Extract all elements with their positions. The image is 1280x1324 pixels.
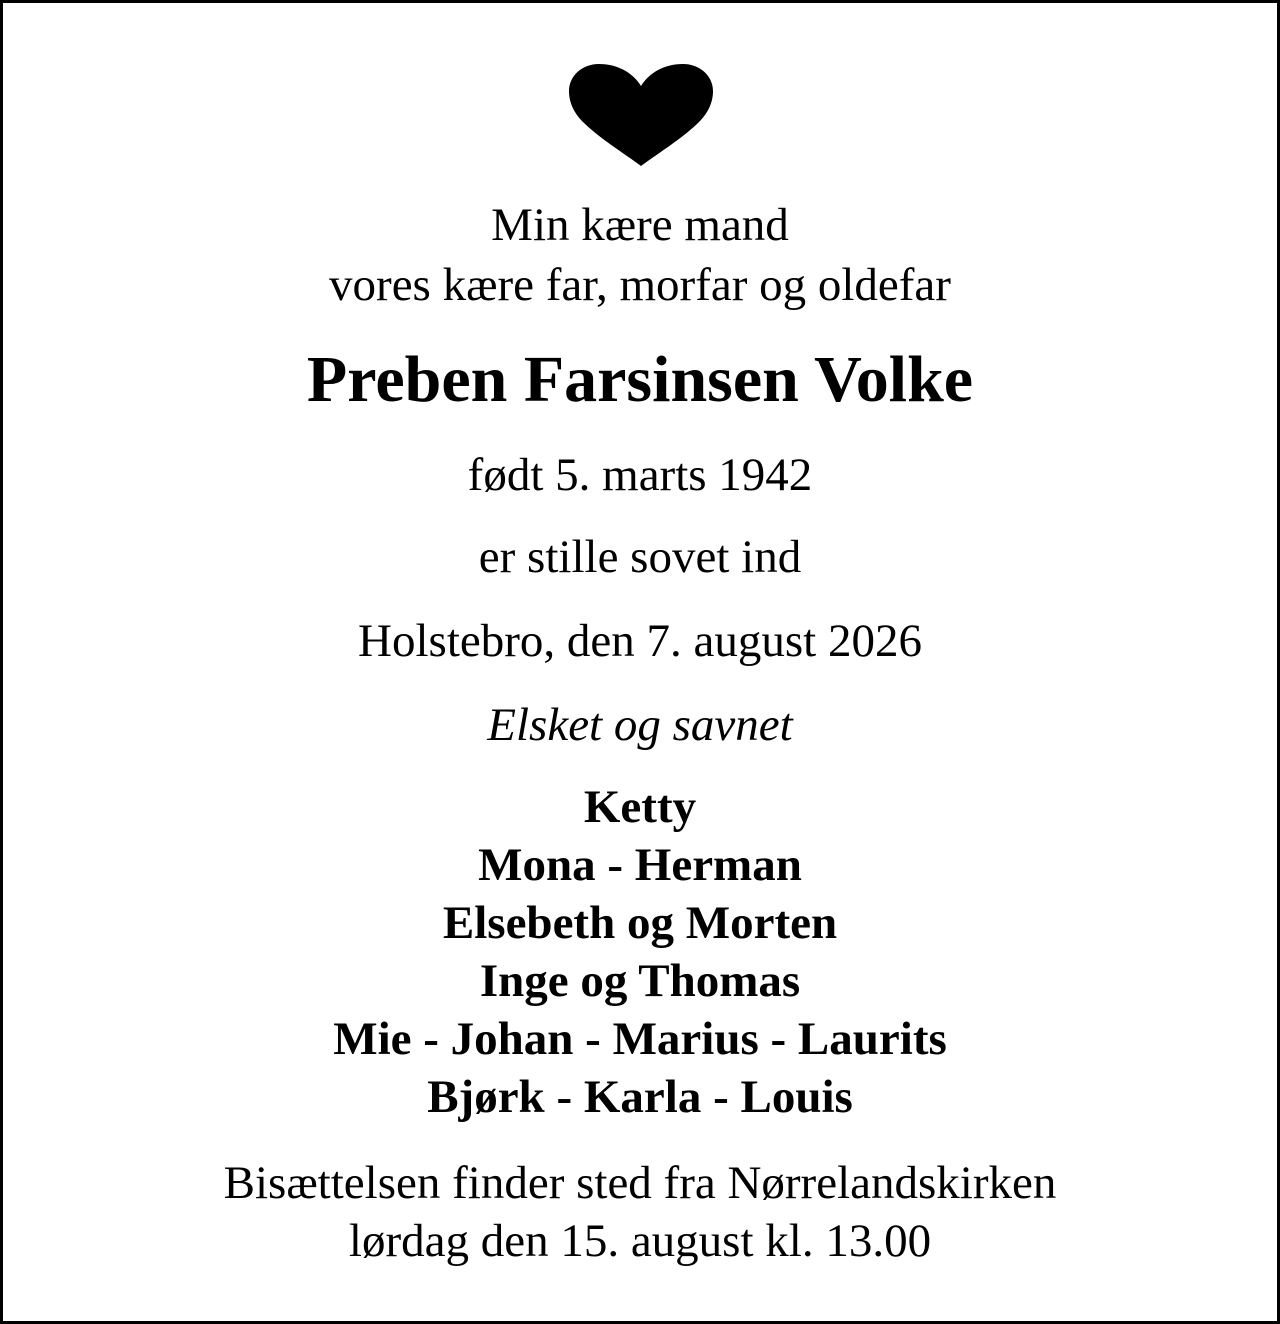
birth-date: født 5. marts 1942 bbox=[467, 449, 813, 501]
family-line: Elsebeth og Morten bbox=[442, 897, 838, 949]
family-line: Ketty bbox=[583, 781, 697, 833]
place-and-date: Holstebro, den 7. august 2026 bbox=[358, 615, 922, 667]
family-line: Mie - Johan - Marius - Laurits bbox=[333, 1013, 947, 1065]
family-line: Inge og Thomas bbox=[479, 955, 801, 1007]
deceased-name: Preben Farsinsen Volke bbox=[306, 343, 974, 416]
funeral-line-2: lørdag den 15. august kl. 13.00 bbox=[348, 1215, 932, 1267]
family-line: Mona - Herman bbox=[478, 839, 802, 891]
funeral-line-1: Bisættelsen finder sted fra Nørrelandskirken bbox=[223, 1157, 1057, 1209]
tribute-text: Elsket og savnet bbox=[487, 699, 793, 751]
heart-icon bbox=[569, 64, 713, 168]
intro-line-2: vores kære far, morfar og oldefar bbox=[329, 259, 951, 311]
passing-text: er stille sovet ind bbox=[478, 531, 802, 583]
intro-line-1: Min kære mand bbox=[491, 199, 789, 251]
family-line: Bjørk - Karla - Louis bbox=[427, 1071, 853, 1123]
